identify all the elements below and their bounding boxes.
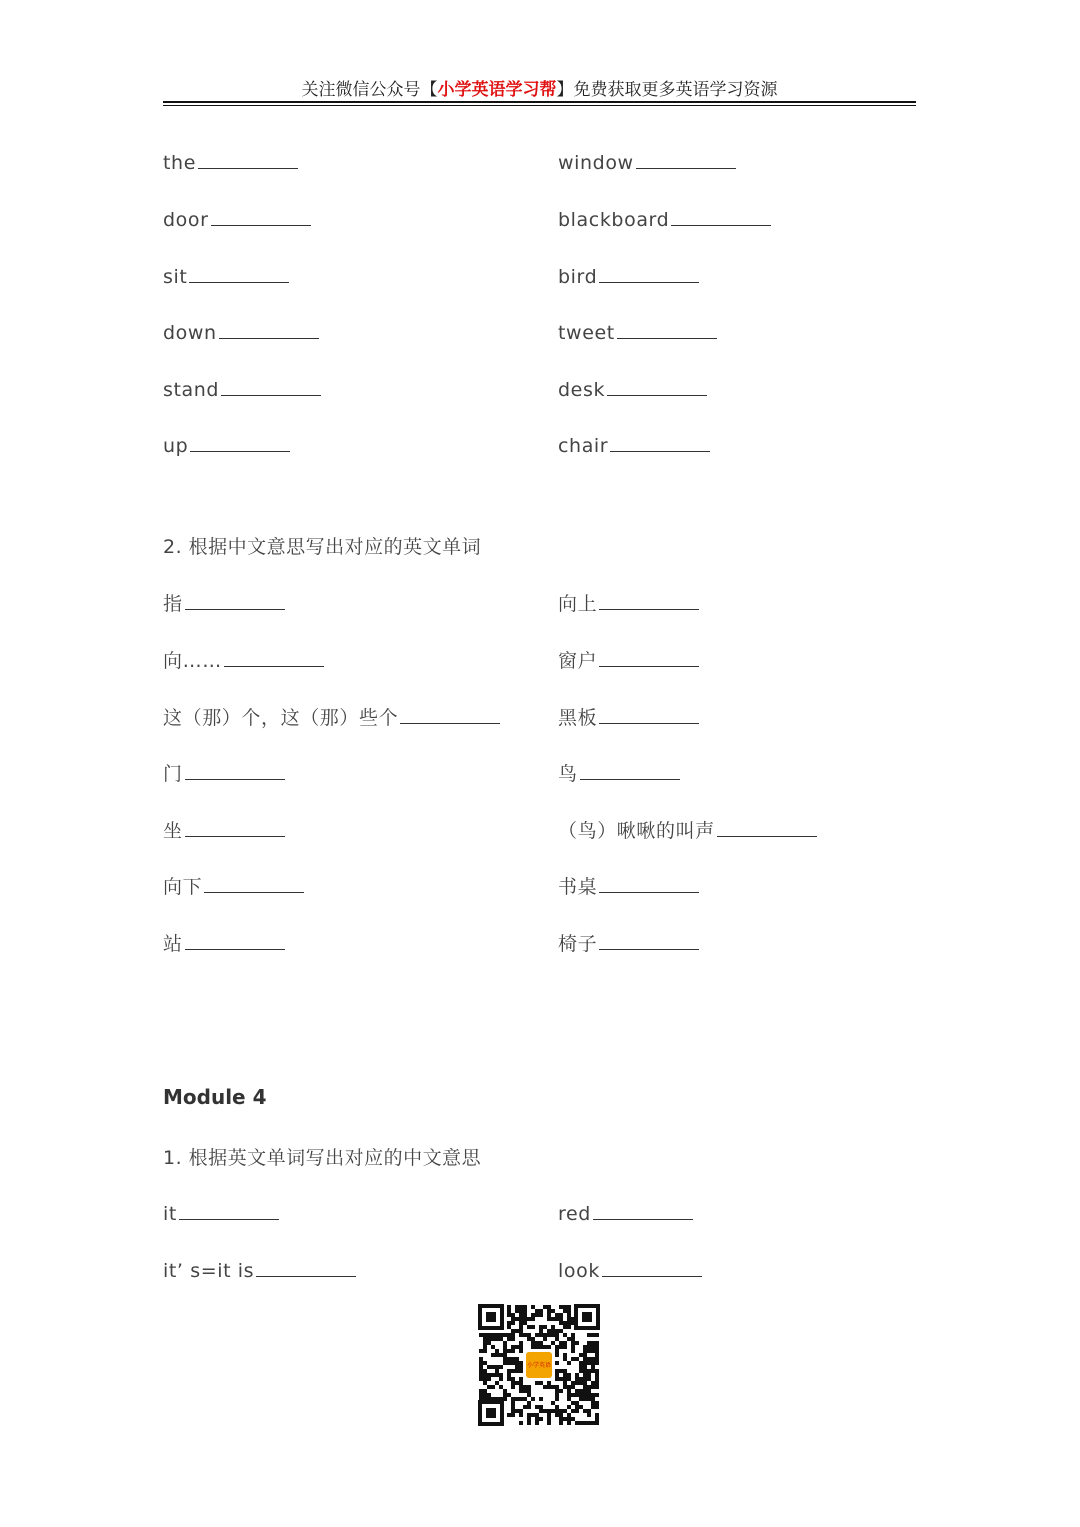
answer-blank[interactable] (179, 1199, 279, 1220)
answer-blank[interactable] (198, 148, 298, 169)
answer-blank[interactable] (599, 703, 699, 724)
answer-blank[interactable] (185, 929, 285, 950)
answer-blank[interactable] (400, 703, 500, 724)
module-heading: 1. 根据英文单词写出对应的中文意思 (163, 1147, 482, 1169)
vocab-item: the (163, 148, 298, 175)
vocab-item: red (558, 1199, 693, 1226)
vocab-item: stand (163, 375, 321, 402)
answer-blank[interactable] (617, 318, 717, 339)
answer-blank[interactable] (599, 589, 699, 610)
answer-blank[interactable] (224, 646, 324, 667)
answer-blank[interactable] (185, 816, 285, 837)
header-suffix: 】免费获取更多英语学习资源 (556, 80, 778, 100)
vocab-item: up (163, 431, 290, 458)
vocab-item: window (558, 148, 736, 175)
vocab-item: 门 (163, 759, 285, 786)
vocab-item: tweet (558, 318, 717, 345)
answer-blank[interactable] (189, 262, 289, 283)
answer-blank[interactable] (185, 759, 285, 780)
answer-blank[interactable] (599, 929, 699, 950)
vocab-item: 黑板 (558, 703, 699, 730)
answer-blank[interactable] (599, 262, 699, 283)
header-rule-thin (163, 105, 916, 106)
answer-blank[interactable] (607, 375, 707, 396)
answer-blank[interactable] (580, 759, 680, 780)
answer-blank[interactable] (599, 872, 699, 893)
vocab-item: 指 (163, 589, 285, 616)
vocab-item: look (558, 1256, 702, 1283)
module-title: Module 4 (163, 1085, 267, 1109)
vocab-item: desk (558, 375, 707, 402)
vocab-item: it’ s=it is (163, 1256, 356, 1283)
vocab-item: 向…… (163, 646, 324, 673)
vocab-item: 书桌 (558, 872, 699, 899)
vocab-item: 这（那）个，这（那）些个 (163, 703, 500, 730)
answer-blank[interactable] (671, 205, 771, 226)
answer-blank[interactable] (211, 205, 311, 226)
answer-blank[interactable] (256, 1256, 356, 1277)
answer-blank[interactable] (593, 1199, 693, 1220)
vocab-item: it (163, 1199, 279, 1226)
vocab-item: 椅子 (558, 929, 699, 956)
vocab-item: 窗户 (558, 646, 699, 673)
answer-blank[interactable] (219, 318, 319, 339)
qr-center-label: 小学英语 (526, 1362, 552, 1369)
header-brand: 小学英语学习帮 (437, 80, 557, 100)
vocab-item: 向下 (163, 872, 304, 899)
answer-blank[interactable] (610, 431, 710, 452)
vocab-item: down (163, 318, 319, 345)
answer-blank[interactable] (636, 148, 736, 169)
answer-blank[interactable] (717, 816, 817, 837)
vocab-item: （鸟）啾啾的叫声 (558, 816, 817, 843)
vocab-item: 坐 (163, 816, 285, 843)
vocab-item: 站 (163, 929, 285, 956)
answer-blank[interactable] (602, 1256, 702, 1277)
vocab-item: blackboard (558, 205, 771, 232)
section-2-heading: 2. 根据中文意思写出对应的英文单词 (163, 536, 482, 558)
qr-code-icon (476, 1302, 602, 1428)
answer-blank[interactable] (599, 646, 699, 667)
vocab-item: sit (163, 262, 289, 289)
header-prefix: 关注微信公众号【 (301, 80, 438, 100)
answer-blank[interactable] (185, 589, 285, 610)
answer-blank[interactable] (204, 872, 304, 893)
answer-blank[interactable] (190, 431, 290, 452)
header-rule-thick (163, 101, 916, 103)
vocab-item: 鸟 (558, 759, 680, 786)
vocab-item: chair (558, 431, 710, 458)
vocab-item: 向上 (558, 589, 699, 616)
vocab-item: door (163, 205, 311, 232)
vocab-item: bird (558, 262, 699, 289)
answer-blank[interactable] (221, 375, 321, 396)
